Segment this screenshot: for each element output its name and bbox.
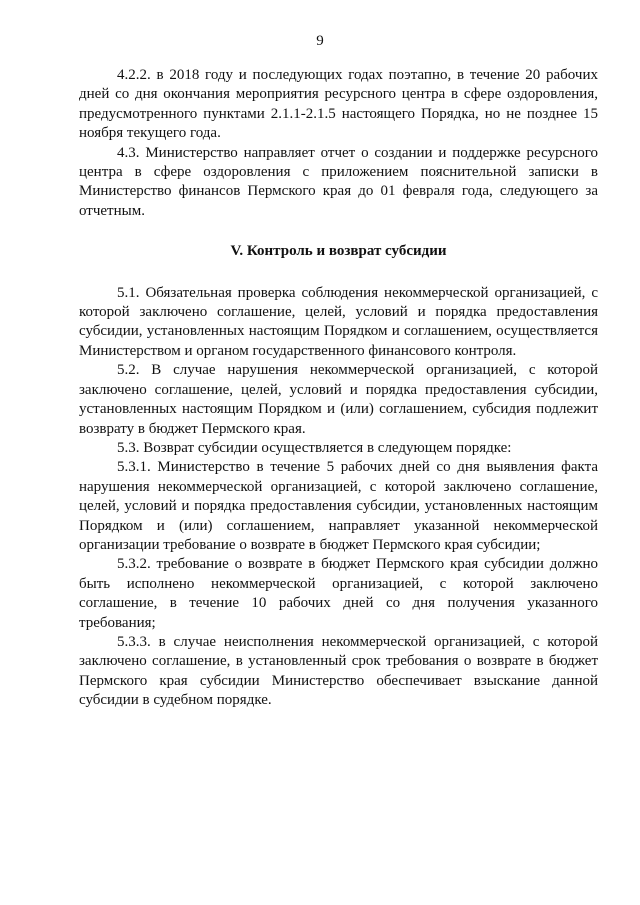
- page-number: 9: [316, 33, 324, 49]
- paragraph-4-3: 4.3. Министерство направляет отчет о создании и поддержке ресурсного центра в сфере оздоровления с приложением пояснительной записки в Министерство финансов Пермского края до 01 февраля года, следующего за отчетным.: [79, 144, 598, 219]
- paragraph-5-3-2: 5.3.2. требование о возврате в бюджет Пермского края субсидии должно быть исполнено некоммерческой организацией, с которой заключено соглашение, в течение 10 рабочих дней со дня получения указанного требования;: [79, 556, 598, 631]
- paragraph-4-2-2: 4.2.2. в 2018 году и последующих годах поэтапно, в течение 20 рабочих дней со дня окончания мероприятия ресурсного центра в сфере оздоровления, предусмотренного пунктами 2.1.1-2.1.5 настоящего Порядка, но не позднее 15 ноября текущего года.: [79, 67, 598, 142]
- paragraph-5-1: 5.1. Обязательная проверка соблюдения некоммерческой организацией, с которой заключено соглашение, целей, условий и порядка предоставления субсидии, установленных настоящим Порядком и соглашением, осуществляется Министерством и органом государственного финансового контроля.: [79, 284, 598, 359]
- paragraph-5-3-3: 5.3.3. в случае неисполнения некоммерческой организацией, с которой заключено соглашение, в установленный срок требования о возврате в бюджет Пермского края субсидии Министерство обеспечивает взыскание данной субсидии в судебном порядке.: [79, 633, 598, 709]
- section-heading: V. Контроль и возврат субсидии: [230, 243, 447, 260]
- paragraph-5-2: 5.2. В случае нарушения некоммерческой организацией, с которой заключено соглашение, целей, условий и порядка предоставления субсидии, установленных настоящим Порядком и (или) соглашением, субсидия подлежит возврату в бюджет Пермского края.: [79, 362, 598, 437]
- paragraph-5-3: 5.3. Возврат субсидии осуществляется в следующем порядке:: [117, 439, 512, 456]
- document-body: [79, 66, 598, 711]
- paragraph-5-3-1: 5.3.1. Министерство в течение 5 рабочих дней со дня выявления факта нарушения некоммерческой организацией, с которой заключено соглашение, целей, условий и порядка предоставления субсидии, установленных настоящим Порядком и (или) соглашением, направляет указанной некоммерческой организации требование о возврате в бюджет Пермского края субсидии;: [79, 459, 598, 553]
